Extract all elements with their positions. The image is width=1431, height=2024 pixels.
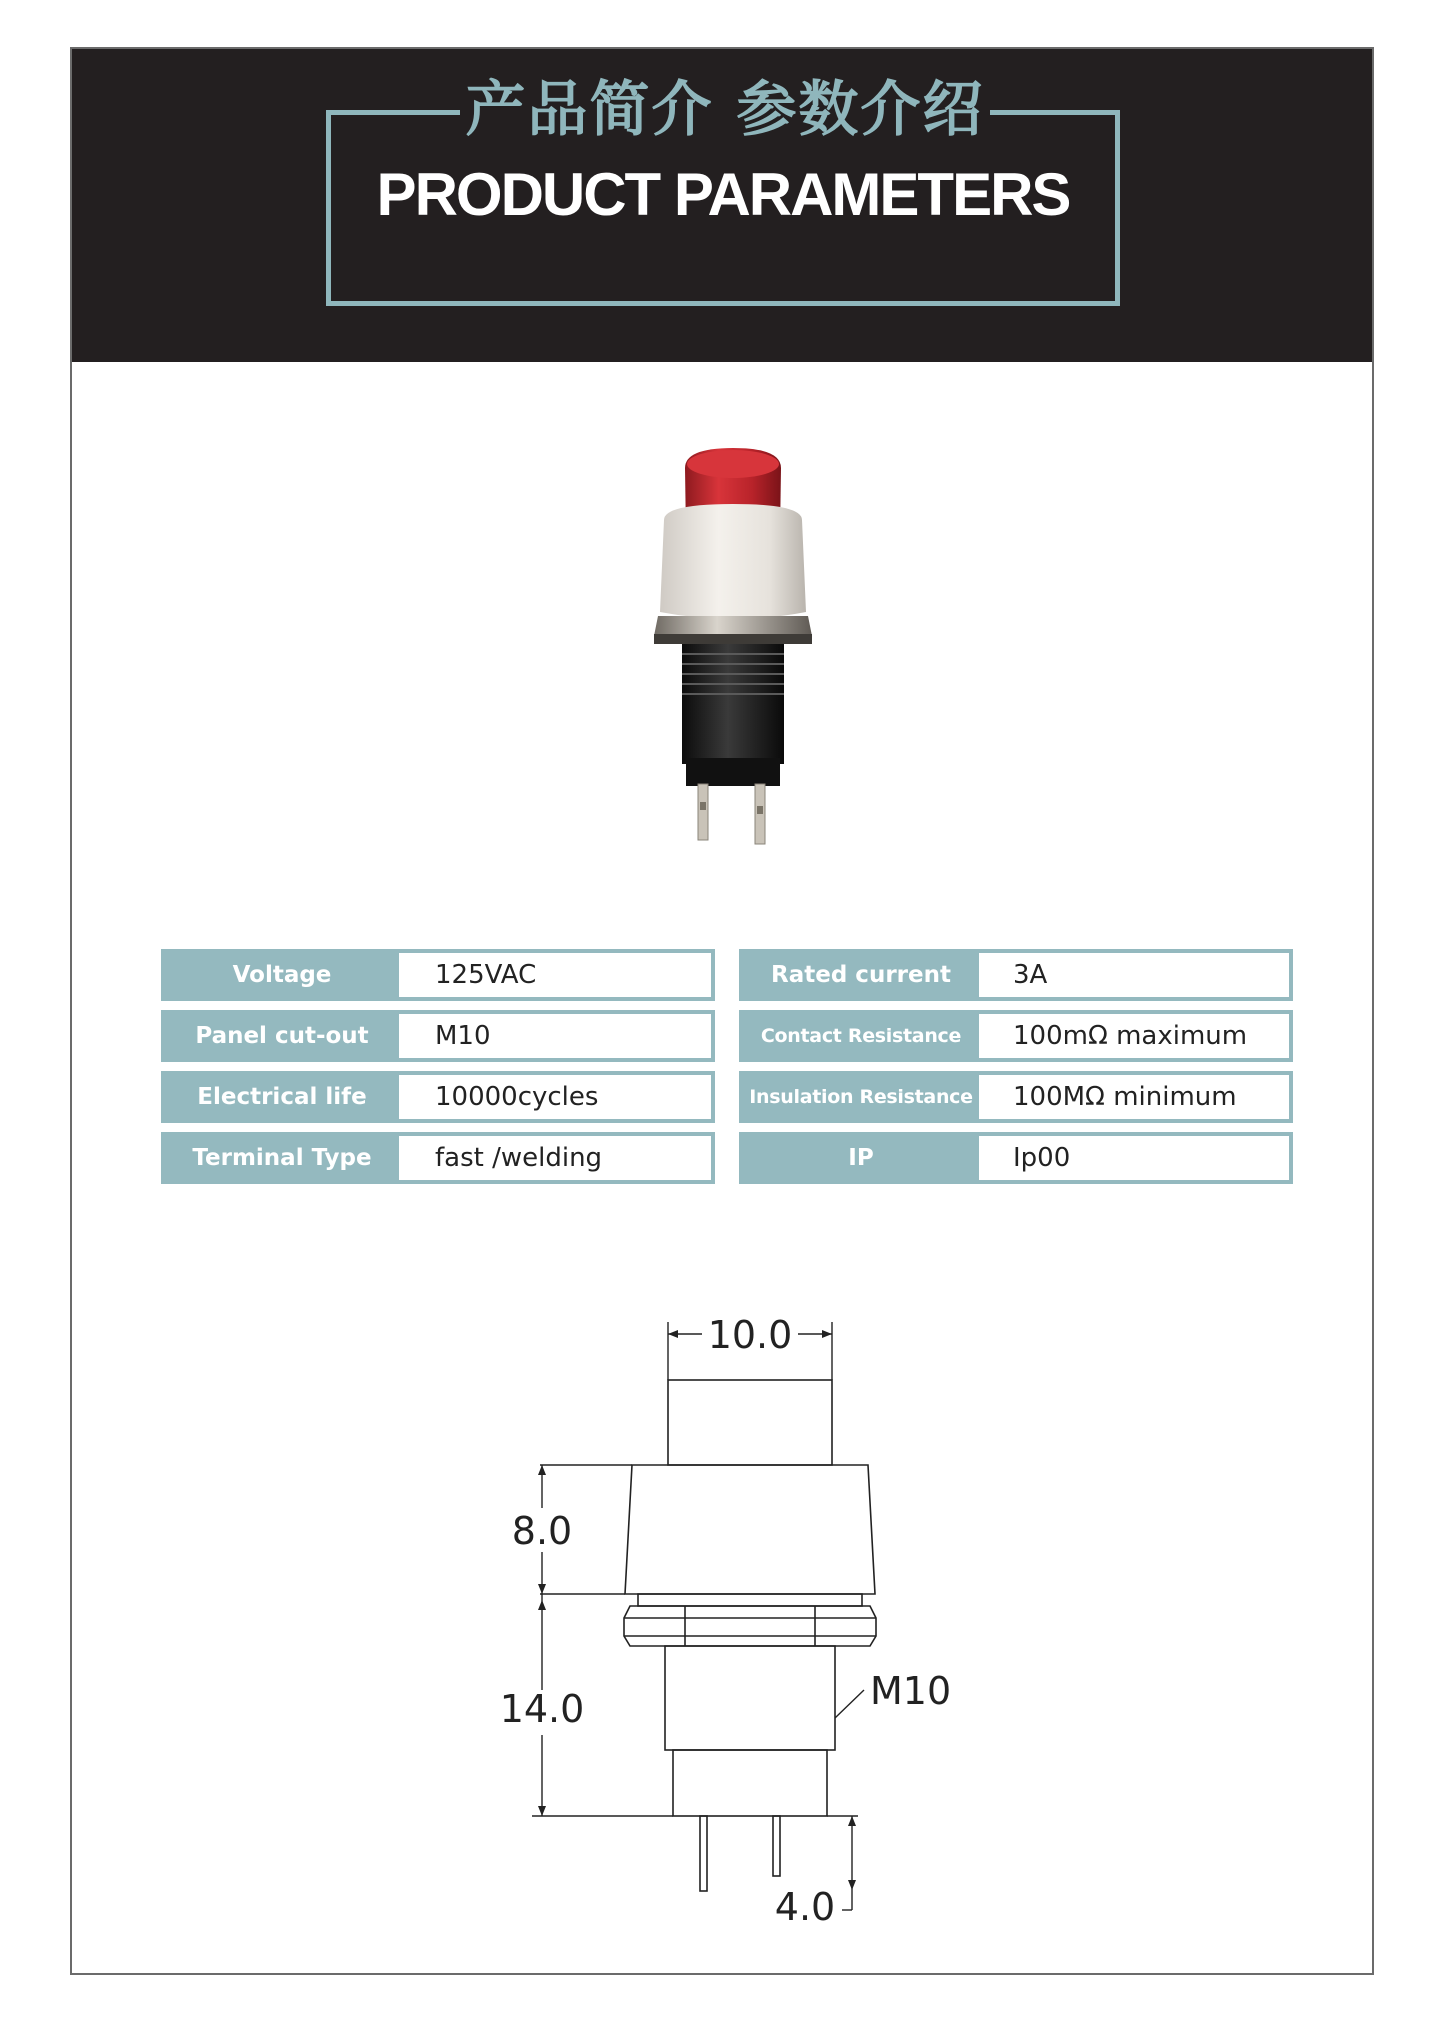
spec-row-rated-current xyxy=(739,949,1293,1001)
spec-label: Contact Resistance xyxy=(743,1014,979,1058)
photo-threaded-body xyxy=(682,644,784,786)
title-english: PRODUCT PARAMETERS xyxy=(376,161,1070,228)
dim-cap-height-label: 8.0 xyxy=(511,1509,573,1553)
spec-column-right xyxy=(739,949,1293,1193)
spec-table xyxy=(161,949,1293,1189)
drawing-hex-nut xyxy=(624,1606,876,1646)
spec-row-ip xyxy=(739,1132,1293,1184)
spec-value: fast /welding xyxy=(435,1143,603,1173)
spec-label: Rated current xyxy=(743,953,979,997)
drawing-terminal xyxy=(700,1816,707,1891)
spec-value: M10 xyxy=(435,1021,491,1051)
spec-value: Ip00 xyxy=(1013,1143,1071,1173)
spec-row-electrical-life xyxy=(161,1071,715,1123)
title-chinese: 产品简介 参数介绍 xyxy=(460,70,990,150)
drawing-body xyxy=(665,1646,835,1750)
spec-row-contact-resistance xyxy=(739,1010,1293,1062)
dim-body-height-label: 14.0 xyxy=(499,1687,585,1731)
drawing-terminal xyxy=(773,1816,780,1876)
product-photo xyxy=(620,440,850,850)
photo-hex-nut xyxy=(654,616,812,644)
drawing-cap xyxy=(668,1380,832,1465)
spec-label: Panel cut-out xyxy=(165,1014,399,1058)
spec-label: IP xyxy=(743,1136,979,1180)
spec-label: Electrical life xyxy=(165,1075,399,1119)
spec-row-panel-cut-out xyxy=(161,1010,715,1062)
drawing-bezel xyxy=(625,1465,875,1594)
photo-terminals xyxy=(698,784,765,844)
photo-white-bezel xyxy=(660,504,806,619)
spec-value: 3A xyxy=(1013,960,1048,990)
dim-thread-label: M10 xyxy=(870,1669,952,1713)
spec-label: Insulation Resistance xyxy=(743,1075,979,1119)
spec-label: Voltage xyxy=(165,953,399,997)
dimension-drawing xyxy=(480,1300,980,1940)
spec-value: 125VAC xyxy=(435,960,537,990)
dim-width-label: 10.0 xyxy=(707,1313,793,1357)
spec-label: Terminal Type xyxy=(165,1136,399,1180)
spec-row-terminal-type xyxy=(161,1132,715,1184)
spec-row-insulation-resistance xyxy=(739,1071,1293,1123)
spec-column-left xyxy=(161,949,715,1193)
spec-value: 100MΩ minimum xyxy=(1013,1082,1237,1112)
dim-terminal-label: 4.0 xyxy=(774,1885,836,1929)
spec-value: 100mΩ maximum xyxy=(1013,1021,1248,1051)
spec-value: 10000cycles xyxy=(435,1082,599,1112)
spec-row-voltage xyxy=(161,949,715,1001)
